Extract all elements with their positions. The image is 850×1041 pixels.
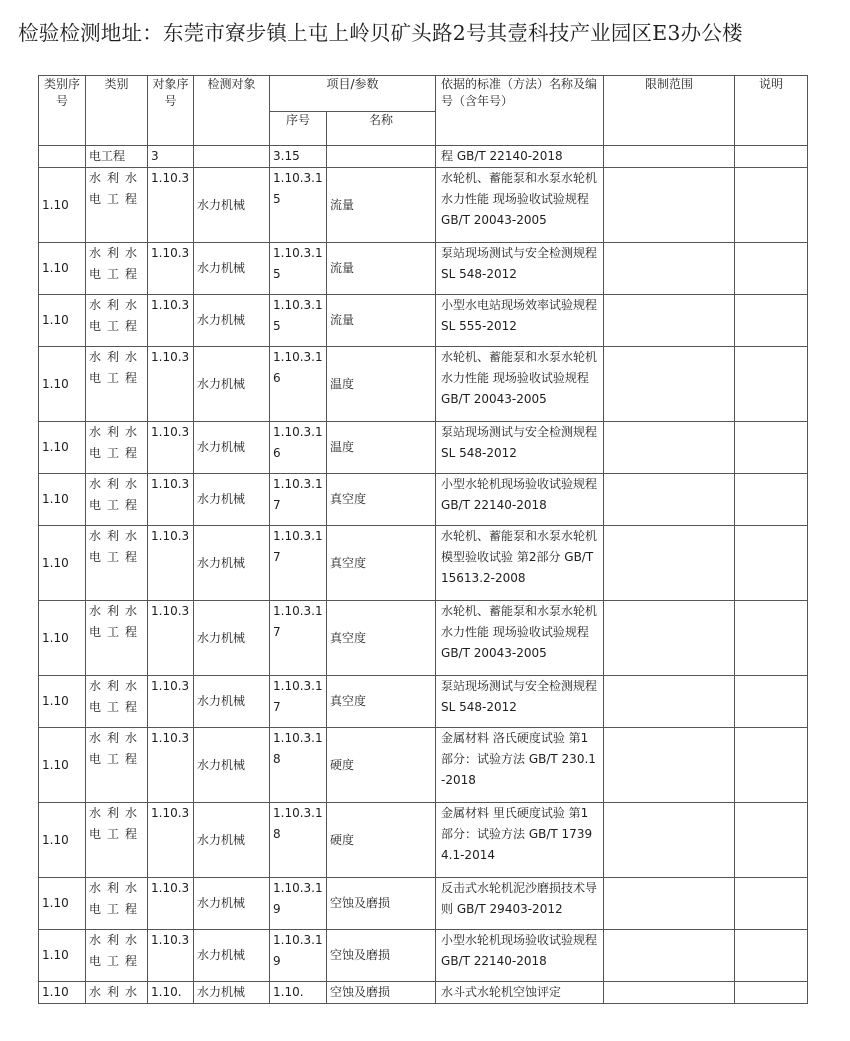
cell-standard: 反击式水轮机泥沙磨损技术导则 GB/T 29403-2012 xyxy=(436,878,604,930)
cell-item-no: 3.15 xyxy=(270,146,327,168)
cell-item-no: 1.10.3.15 xyxy=(270,168,327,243)
cell-category: 水利水电工程 xyxy=(86,243,148,295)
header-row xyxy=(39,76,808,112)
cell-standard: 小型水轮机现场验收试验规程 GB/T 22140-2018 xyxy=(436,930,604,982)
cell-category-no: 1.10 xyxy=(39,168,86,243)
cell-limit xyxy=(604,878,735,930)
table-row xyxy=(39,930,808,982)
table-row xyxy=(39,803,808,878)
header-category: 类别 xyxy=(86,76,148,146)
cell-category-no: 1.10 xyxy=(39,728,86,803)
cell-category-no: 1.10 xyxy=(39,422,86,474)
table-row xyxy=(39,422,808,474)
cell-item-name: 温度 xyxy=(327,347,436,422)
cell-item-no: 1.10.3.17 xyxy=(270,474,327,526)
cell-category: 水利水电工程 xyxy=(86,601,148,676)
cell-object-no: 1.10.3 xyxy=(148,168,194,243)
cell-object xyxy=(194,146,270,168)
cell-object-no: 1.10.3 xyxy=(148,803,194,878)
cell-standard: 水轮机、蓄能泵和水泵水轮机模型验收试验 第2部分 GB/T 15613.2-2008 xyxy=(436,526,604,601)
table-row xyxy=(39,728,808,803)
cell-note xyxy=(735,526,808,601)
header-object-no: 对象序号 xyxy=(148,76,194,146)
cell-limit xyxy=(604,422,735,474)
cell-item-no: 1.10.3.15 xyxy=(270,243,327,295)
cell-category-no: 1.10 xyxy=(39,878,86,930)
cell-object-no: 1.10.3 xyxy=(148,243,194,295)
cell-item-name: 温度 xyxy=(327,422,436,474)
header-note: 说明 xyxy=(735,76,808,146)
cell-limit xyxy=(604,347,735,422)
cell-item-no: 1.10.3.19 xyxy=(270,930,327,982)
cell-limit xyxy=(604,146,735,168)
cell-object-no: 3 xyxy=(148,146,194,168)
cell-category: 水利水电工程 xyxy=(86,168,148,243)
cell-item-name: 真空度 xyxy=(327,526,436,601)
cell-item-name xyxy=(327,146,436,168)
cell-item-no: 1.10.3.19 xyxy=(270,878,327,930)
cell-object-no: 1.10.3 xyxy=(148,878,194,930)
table-row xyxy=(39,676,808,728)
cell-note xyxy=(735,422,808,474)
cell-object: 水力机械 xyxy=(194,168,270,243)
cell-limit xyxy=(604,601,735,676)
cell-object: 水力机械 xyxy=(194,474,270,526)
cell-item-name: 空蚀及磨损 xyxy=(327,982,436,1004)
cell-limit xyxy=(604,803,735,878)
cell-object-no: 1.10.3 xyxy=(148,422,194,474)
cell-note xyxy=(735,168,808,243)
cell-category: 水利水 xyxy=(86,982,148,1004)
cell-item-name: 硬度 xyxy=(327,728,436,803)
cell-limit xyxy=(604,168,735,243)
cell-limit xyxy=(604,676,735,728)
cell-object: 水力机械 xyxy=(194,982,270,1004)
cell-object: 水力机械 xyxy=(194,526,270,601)
cell-item-name: 真空度 xyxy=(327,474,436,526)
cell-category-no: 1.10 xyxy=(39,347,86,422)
table-row xyxy=(39,601,808,676)
cell-standard: 泵站现场测试与安全检测规程 SL 548-2012 xyxy=(436,422,604,474)
cell-category-no: 1.10 xyxy=(39,295,86,347)
cell-object: 水力机械 xyxy=(194,930,270,982)
cell-object-no: 1.10. xyxy=(148,982,194,1004)
cell-category: 水利水电工程 xyxy=(86,878,148,930)
header-category-no: 类别序号 xyxy=(39,76,86,146)
cell-object-no: 1.10.3 xyxy=(148,676,194,728)
header-object: 检测对象 xyxy=(194,76,270,146)
table-row xyxy=(39,295,808,347)
cell-note xyxy=(735,601,808,676)
cell-category-no: 1.10 xyxy=(39,601,86,676)
cell-limit xyxy=(604,728,735,803)
cell-item-name: 真空度 xyxy=(327,601,436,676)
cell-category-no: 1.10 xyxy=(39,930,86,982)
table-row xyxy=(39,982,808,1004)
header-limit: 限制范围 xyxy=(604,76,735,146)
cell-item-no: 1.10.3.18 xyxy=(270,728,327,803)
inspection-scope-table xyxy=(38,75,808,1004)
cell-standard: 水轮机、蓄能泵和水泵水轮机水力性能 现场验收试验规程 GB/T 20043-2005 xyxy=(436,347,604,422)
cell-note xyxy=(735,878,808,930)
cell-object: 水力机械 xyxy=(194,422,270,474)
cell-object-no: 1.10.3 xyxy=(148,601,194,676)
cell-note xyxy=(735,243,808,295)
cell-object-no: 1.10.3 xyxy=(148,295,194,347)
table-row xyxy=(39,347,808,422)
cell-note xyxy=(735,295,808,347)
cell-object: 水力机械 xyxy=(194,295,270,347)
cell-object-no: 1.10.3 xyxy=(148,526,194,601)
cell-item-no: 1.10.3.17 xyxy=(270,601,327,676)
cell-category: 水利水电工程 xyxy=(86,526,148,601)
cell-category-no: 1.10 xyxy=(39,474,86,526)
cell-object-no: 1.10.3 xyxy=(148,474,194,526)
cell-standard: 程 GB/T 22140-2018 xyxy=(436,146,604,168)
cell-item-no: 1.10.3.16 xyxy=(270,422,327,474)
header-item-group: 项目/参数 xyxy=(270,76,436,112)
cell-category: 水利水电工程 xyxy=(86,803,148,878)
cell-category: 水利水电工程 xyxy=(86,422,148,474)
cell-standard: 小型水轮机现场验收试验规程 GB/T 22140-2018 xyxy=(436,474,604,526)
header-standard: 依据的标准（方法）名称及编号（含年号） xyxy=(436,76,604,146)
cell-item-name: 流量 xyxy=(327,295,436,347)
cell-category-no: 1.10 xyxy=(39,803,86,878)
cell-item-name: 真空度 xyxy=(327,676,436,728)
cell-standard: 金属材料 里氏硬度试验 第1部分：试验方法 GB/T 17394.1-2014 xyxy=(436,803,604,878)
cell-note xyxy=(735,930,808,982)
cell-category: 水利水电工程 xyxy=(86,347,148,422)
cell-object: 水力机械 xyxy=(194,347,270,422)
cell-item-name: 流量 xyxy=(327,243,436,295)
cell-item-no: 1.10.3.18 xyxy=(270,803,327,878)
table-row xyxy=(39,878,808,930)
cell-item-name: 流量 xyxy=(327,168,436,243)
cell-category-no: 1.10 xyxy=(39,243,86,295)
page-title: 检验检测地址：东莞市寮步镇上屯上岭贝矿头路2号其壹科技产业园区E3办公楼 xyxy=(18,21,743,45)
cell-standard: 小型水电站现场效率试验规程 SL 555-2012 xyxy=(436,295,604,347)
cell-category: 水利水电工程 xyxy=(86,295,148,347)
cell-note xyxy=(735,474,808,526)
cell-object: 水力机械 xyxy=(194,728,270,803)
cell-item-no: 1.10.3.17 xyxy=(270,676,327,728)
cell-note xyxy=(735,347,808,422)
table-row xyxy=(39,526,808,601)
cell-category: 水利水电工程 xyxy=(86,930,148,982)
cell-object: 水力机械 xyxy=(194,878,270,930)
cell-object-no: 1.10.3 xyxy=(148,930,194,982)
cell-object: 水力机械 xyxy=(194,243,270,295)
cell-note xyxy=(735,676,808,728)
cell-item-name: 空蚀及磨损 xyxy=(327,930,436,982)
cell-item-name: 空蚀及磨损 xyxy=(327,878,436,930)
cell-item-no: 1.10. xyxy=(270,982,327,1004)
cell-limit xyxy=(604,295,735,347)
cell-category: 水利水电工程 xyxy=(86,676,148,728)
cell-object-no: 1.10.3 xyxy=(148,347,194,422)
header-item-no: 序号 xyxy=(270,112,327,146)
cell-item-no: 1.10.3.17 xyxy=(270,526,327,601)
cell-category-no: 1.10 xyxy=(39,676,86,728)
cell-standard: 金属材料 洛氏硬度试验 第1部分：试验方法 GB/T 230.1-2018 xyxy=(436,728,604,803)
cell-object: 水力机械 xyxy=(194,803,270,878)
table-row xyxy=(39,168,808,243)
cell-standard: 泵站现场测试与安全检测规程 SL 548-2012 xyxy=(436,676,604,728)
cell-note xyxy=(735,728,808,803)
cell-standard: 水轮机、蓄能泵和水泵水轮机水力性能 现场验收试验规程 GB/T 20043-2005 xyxy=(436,168,604,243)
cell-item-name: 硬度 xyxy=(327,803,436,878)
cell-standard: 水斗式水轮机空蚀评定 xyxy=(436,982,604,1004)
cell-limit xyxy=(604,526,735,601)
cell-note xyxy=(735,982,808,1004)
cell-object: 水力机械 xyxy=(194,601,270,676)
cell-category-no xyxy=(39,146,86,168)
cell-object-no: 1.10.3 xyxy=(148,728,194,803)
cell-category: 水利水电工程 xyxy=(86,474,148,526)
cell-standard: 水轮机、蓄能泵和水泵水轮机水力性能 现场验收试验规程 GB/T 20043-2005 xyxy=(436,601,604,676)
continuation-row xyxy=(39,146,808,168)
cell-item-no: 1.10.3.15 xyxy=(270,295,327,347)
header-item-name: 名称 xyxy=(327,112,436,146)
table-row xyxy=(39,474,808,526)
table-row xyxy=(39,243,808,295)
cell-note xyxy=(735,146,808,168)
cell-category-no: 1.10 xyxy=(39,982,86,1004)
cell-category-no: 1.10 xyxy=(39,526,86,601)
cell-limit xyxy=(604,474,735,526)
cell-note xyxy=(735,803,808,878)
cell-item-no: 1.10.3.16 xyxy=(270,347,327,422)
cell-standard: 泵站现场测试与安全检测规程 SL 548-2012 xyxy=(436,243,604,295)
cell-category: 水利水电工程 xyxy=(86,728,148,803)
cell-category: 电工程 xyxy=(86,146,148,168)
cell-limit xyxy=(604,243,735,295)
cell-limit xyxy=(604,982,735,1004)
cell-object: 水力机械 xyxy=(194,676,270,728)
cell-limit xyxy=(604,930,735,982)
